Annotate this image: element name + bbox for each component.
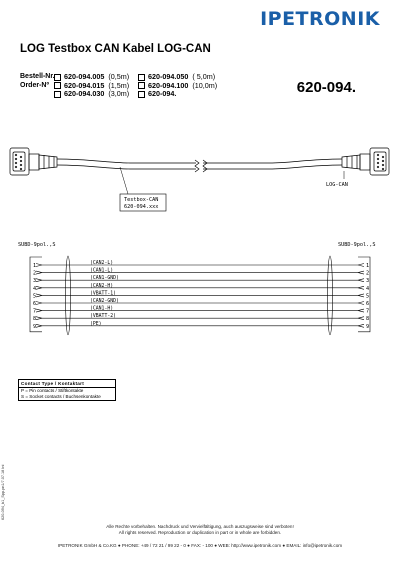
right-connector-label: SUBD-9pol.,S: [338, 242, 376, 248]
pin-arrow-right: [358, 317, 364, 320]
cable-drawing: [0, 135, 400, 220]
checkbox-icon: [54, 91, 61, 98]
order-number: 620-094.100: [148, 80, 189, 90]
footer-contact: IPETRONIK GmbH & Co.KG ● PHONE: +49 / 72 21 / 99 22 - 0 ● FAX: - 100 ● WEB: http://www.ipetronik.com ● EMAIL: info@ipetronik.com: [57, 543, 343, 548]
legend-header: Contact Type / Kontaktart: [19, 380, 115, 388]
footer-rights: [0, 524, 400, 536]
pin-number-left: 6: [33, 301, 37, 307]
right-connector-icon: [342, 148, 389, 175]
cable-length: (0,5m): [108, 72, 130, 81]
contact-type-legend: [18, 379, 116, 401]
pin-arrow-right: [358, 309, 364, 312]
pin-arrow-right: [358, 279, 364, 282]
checkbox-icon: [54, 74, 61, 81]
pin-arrow-left: [36, 271, 42, 274]
pin-arrow-right: [358, 324, 364, 327]
pin-number-right: 7: [366, 308, 370, 315]
pin-arrow-right: [358, 286, 364, 289]
part-number: 620-094.: [296, 79, 356, 96]
pin-arrow-right: [358, 271, 364, 274]
pin-number-left: 9: [33, 323, 37, 330]
pin-number-left: 8: [33, 316, 37, 323]
pin-number-right: 9: [366, 323, 370, 330]
signal-label: (CAN2-L): [90, 261, 114, 266]
pin-arrow-left: [36, 324, 42, 327]
testbox-label: Testbox-CAN: [124, 197, 159, 203]
cable-length: ( 5,0m): [192, 72, 216, 81]
signal-label: (CAN1-L): [90, 268, 114, 274]
pin-number-left: 5: [33, 293, 37, 300]
signal-label: (CAN1-GND): [90, 276, 119, 282]
signal-label: (CAN2-H): [90, 283, 114, 289]
pin-number-right: 6: [366, 301, 370, 307]
wiring-diagram: [0, 236, 400, 346]
pin-number-right: 3: [366, 278, 370, 285]
order-number: 620-094.005: [64, 72, 105, 81]
cable-end-label: LOG-CAN: [326, 182, 348, 188]
cable-length: (1,5m): [108, 80, 130, 90]
checkbox-icon: [138, 74, 145, 81]
checkbox-icon: [138, 91, 145, 98]
cable-line: [57, 159, 342, 172]
pin-number-left: 2: [33, 270, 37, 277]
pin-arrow-left: [36, 294, 42, 297]
left-connector-label: SUBD-9pol.,S: [18, 242, 56, 248]
pin-arrow-left: [36, 302, 42, 305]
pin-number-left: 4: [33, 285, 37, 292]
pin-arrow-left: [36, 317, 42, 320]
rights-de: Alle Rechte vorbehalten. Nachdruck und Vervielfältigung, auch auszugsweise sind verboten!: [106, 524, 294, 529]
rights-en: All rights reserved. Reproduction or duplication in part or in whole are forbidden.: [118, 530, 282, 535]
order-number: 620-094.050: [148, 72, 189, 81]
signal-label: (PE): [90, 321, 102, 327]
document-code: 620-094_b1_Spp.pn1/7.07.18 Ini: [1, 464, 5, 520]
pin-arrow-right: [358, 264, 364, 267]
pin-arrow-left: [36, 309, 42, 312]
pin-number-right: 5: [366, 293, 370, 300]
signal-label: (CAN1-H): [90, 306, 114, 312]
order-number: 620-094.030: [64, 89, 105, 99]
signal-label: (VBATT-1): [90, 291, 116, 297]
pin-arrow-right: [358, 302, 364, 305]
checkbox-icon: [138, 82, 145, 89]
pin-number-right: 4: [366, 285, 370, 292]
signal-label: (CAN2-GND): [90, 299, 119, 304]
pin-arrow-left: [36, 264, 42, 267]
pin-number-left: 7: [33, 308, 37, 315]
pin-number-right: 2: [366, 270, 370, 277]
company-logo: IPETRONIK: [260, 8, 380, 30]
pin-arrow-right: [358, 294, 364, 297]
order-number-list: [54, 73, 223, 99]
order-number: 620-094.015: [64, 80, 105, 90]
order-label-en: Order-Nº: [20, 81, 50, 89]
pin-number-right: 8: [366, 316, 370, 323]
cable-length: (3,0m): [108, 89, 130, 99]
pin-number-left: 3: [33, 278, 37, 285]
order-label-de: Bestell-Nr.: [20, 73, 55, 80]
pin-number-right: 1: [366, 263, 370, 269]
page-title: LOG Testbox CAN Kabel LOG-CAN: [20, 43, 211, 55]
pin-arrow-left: [36, 279, 42, 282]
cable-length: (10,0m): [192, 80, 218, 90]
signal-label: (VBATT-2): [90, 314, 116, 320]
pin-number-left: 1: [33, 263, 37, 269]
order-number: 620-094.: [148, 89, 177, 99]
legend-pin: P = Pin contacts / Stiftkontakte: [21, 388, 84, 393]
legend-socket: S = Socket contacts / Buchsenkontakte: [21, 394, 101, 399]
testbox-number: 620-094.xxx: [124, 204, 159, 210]
pin-arrow-left: [36, 286, 42, 289]
left-connector-icon: [10, 148, 57, 175]
checkbox-icon: [54, 82, 61, 89]
